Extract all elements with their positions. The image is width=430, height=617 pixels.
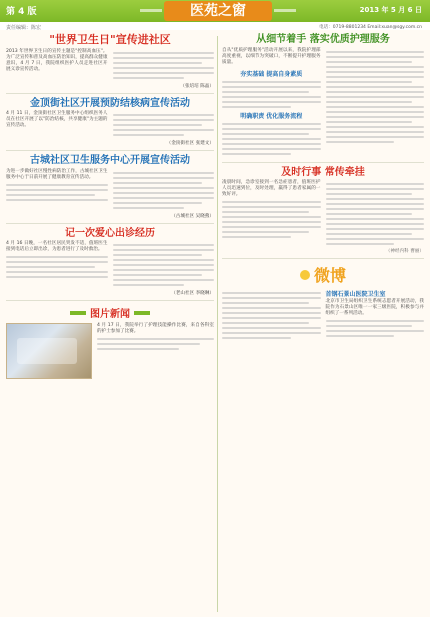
column-divider [217,36,218,612]
microblog-title: 微博 [313,266,346,285]
article-world-health-day [6,34,214,89]
article-body: 2013 年世界卫生日的宣传主题是"控制高血压"。为广泛宣传和普及高血压防治知识，提高群众健康意识，4 月 7 日，我院组织医护人员走进社区开展义诊宣传活动。 [6,48,108,72]
article-body-continued [6,184,108,201]
article-title: 及时行事 常传牵挂 [281,166,365,178]
article-subhead: 明确职责 优化服务流程 [240,112,303,120]
article-title: 古城社区卫生服务中心开展宣传活动 [30,155,190,167]
article-quality-nursing [222,34,424,158]
article-body: 自从"优质护理服务"活动开展以来，我院护理部高度重视，以细节为突破口，不断提升护理服务质量。 [222,47,321,65]
photo-news-title: 图片新闻 [90,309,130,321]
article-gucheng-center [6,155,214,219]
article-title: "世界卫生日"宣传进社区 [49,33,171,46]
article-source: （古城社区 吴晓燕） [171,213,214,219]
article-tb-prevention [6,98,214,147]
weibo-icon [300,270,310,280]
microblog-header [222,263,424,286]
article-source: （神经内科 曹丽） [385,249,424,254]
editor-credit: 责任编辑：陈宏 [6,25,42,31]
section-divider [222,162,424,163]
microblog-posts-left [222,289,321,342]
article-body-continued [326,180,425,248]
section-divider [6,300,214,301]
left-column [6,34,214,379]
article-body-continued [113,169,215,212]
masthead-logo: 医苑之窗 [164,1,272,21]
microblog-post-continued [326,320,425,337]
article-body-continued [222,81,321,108]
microblog-post-body: 北京市卫生局组织卫生系统志愿者开展活动，我院作为石景山区唯一一家三级医院，积极参与并组织了一系列活动。 [325,299,424,316]
section-divider [6,150,214,151]
article-body-continued [113,111,215,139]
contact-info: 电话：0719-8801234 Email:xuan@sgy.com.cn [319,25,422,30]
news-photo [6,323,92,379]
photo-caption-continued [97,338,214,350]
article-body-continued [6,256,108,278]
page-number: 第 4 版 [6,7,37,17]
article-source: （张培培 陈晶） [180,83,214,89]
article-body-continued [326,48,425,158]
photo-news-header [6,305,214,320]
article-title: 记一次爱心出诊经历 [65,227,155,239]
article-body-continued [113,49,215,82]
article-timely-care [222,167,424,255]
photo-caption: 4 月 17 日，我院举行了护理技能操作比赛，来自各科室的护士参加了比赛。 [97,323,214,335]
section-divider [6,223,214,224]
microblog-section [222,263,424,342]
article-body: 为进一步做好社区慢性病防治工作，古城社区卫生服务中心于日前开展了健康教育宣传活动。 [6,168,108,180]
article-body-continued [222,123,321,155]
article-body: 4 月 16 日晚，一名社区居民突发不适，值班医生接到电话后立即出诊，为患者进行了及时救治。 [6,241,108,253]
article-body-continued [113,241,215,289]
article-source: （老山社区 李晓琳） [171,291,214,297]
issue-date: 2013 年 5 月 6 日 [359,6,422,14]
section-divider [222,258,424,259]
section-divider [6,93,214,94]
article-house-call [6,228,214,297]
article-title: 金顶街社区开展预防结核病宣传活动 [30,97,190,109]
page-header [0,0,430,30]
right-column [222,34,424,342]
microblog-post-title: 首钢石景山医院卫生室 [325,291,386,298]
article-body-continued [222,201,321,238]
article-subhead: 夯实基础 提高自身素质 [240,70,303,78]
article-body: 4 月 11 日，金顶街社区卫生服务中心组织医务人员在社区开展了以"防治结核，共享健康"为主题的宣传活动。 [6,111,108,129]
masthead-decoration-left [140,9,162,12]
article-source: （金顶街社区 张建文） [166,141,214,147]
masthead-decoration-right [274,9,296,12]
article-body: 凌晨时间，急诊室接到一名急症患者，值班医护人员迅速到位，及时处理，赢得了患者家属的一致好评。 [222,180,321,197]
photo-news [6,305,214,379]
article-title: 从细节着手 落实优质护理服务 [256,34,390,45]
